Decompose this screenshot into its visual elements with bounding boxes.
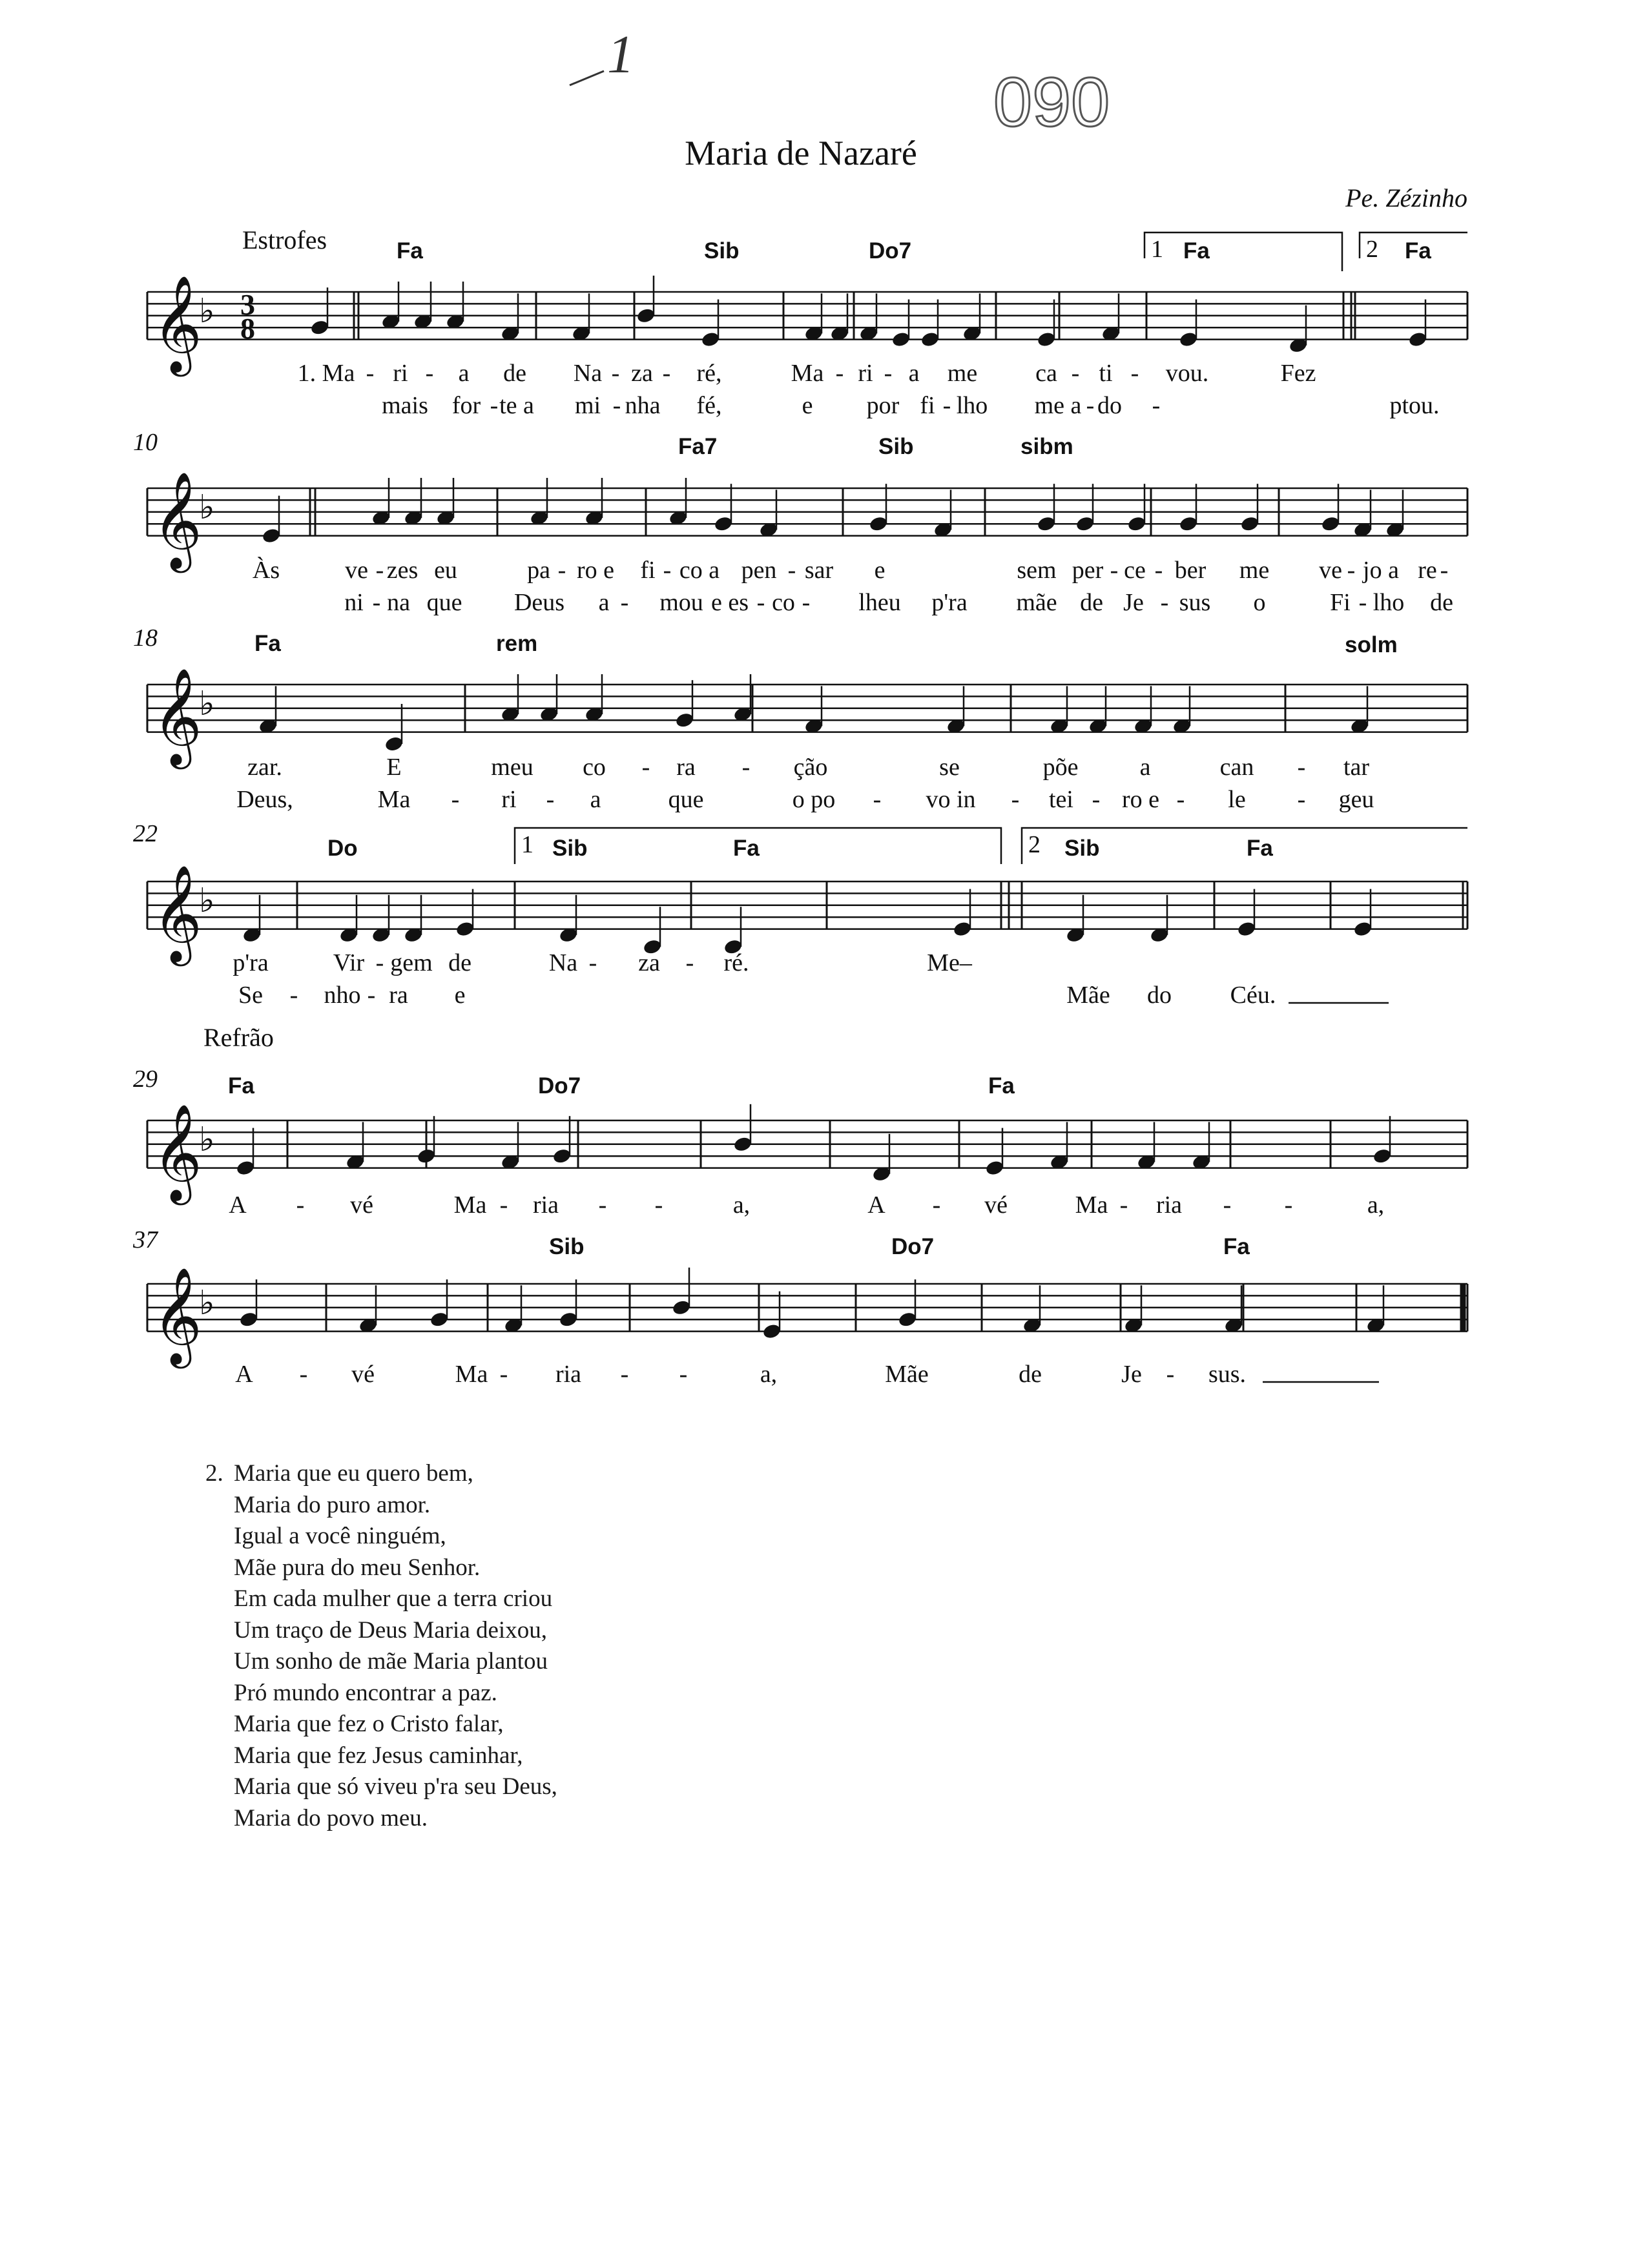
key-signature-flat: ♭: [199, 488, 215, 527]
notation: [152, 274, 1427, 1369]
lyric: Me–: [927, 949, 972, 976]
lyric: ti: [1099, 360, 1113, 387]
volta-1-label: 1: [1151, 236, 1163, 263]
lyrics: [229, 1191, 1384, 1219]
lyric: Céu.: [1230, 982, 1276, 1009]
page-mark-stroke: [570, 71, 604, 85]
lyric: Je: [1123, 589, 1144, 616]
stamp: 090: [993, 63, 1110, 141]
lyric: lheu: [858, 589, 901, 616]
lyric: -: [425, 360, 434, 387]
lyric: a,: [732, 1191, 751, 1219]
lyric: de: [503, 360, 526, 387]
lyric: Ma: [455, 1361, 488, 1388]
measure-number-29: 29: [133, 1066, 158, 1093]
chord: Fa7: [678, 434, 718, 459]
lyric: tar: [1343, 754, 1370, 781]
lyric: -: [1130, 360, 1139, 387]
lyric: -: [662, 360, 671, 387]
lyric: se: [939, 754, 960, 781]
lyric: re: [1418, 557, 1437, 584]
lyric: a: [590, 786, 601, 813]
lyric: de: [1019, 1361, 1042, 1388]
key-signature-flat: ♭: [199, 881, 215, 920]
lyric: -: [1166, 1361, 1175, 1388]
lyric: -: [1092, 786, 1101, 813]
lyric: e: [874, 557, 886, 584]
lyric: põe: [1042, 754, 1079, 781]
lyric: pen: [741, 557, 777, 584]
lyric: -: [1297, 754, 1306, 781]
lyric: Ma: [791, 360, 824, 387]
treble-clef: 𝄞: [152, 274, 202, 373]
lyrics: [235, 1361, 1246, 1388]
lyric: do: [1147, 982, 1172, 1009]
lyric: que: [426, 589, 462, 616]
page-title: Maria de Nazaré: [685, 134, 917, 172]
lyric: -: [612, 392, 621, 419]
lyric: for: [451, 392, 481, 419]
lyric: Deus: [513, 589, 565, 616]
lyric: ria: [532, 1191, 559, 1219]
chord: Fa: [1247, 836, 1273, 861]
lyric: e es: [710, 589, 749, 616]
verse-line: Maria do povo meu.: [234, 1804, 428, 1831]
lyric: E: [386, 754, 402, 781]
time-sig-top: 3: [240, 288, 255, 321]
lyric: vé: [351, 1361, 375, 1388]
chord: Do: [327, 836, 358, 861]
chord: Do7: [538, 1073, 581, 1098]
lyric: -: [1152, 392, 1161, 419]
lyric: le: [1228, 786, 1246, 813]
lyric: -: [741, 754, 751, 781]
lyric: -: [1358, 589, 1367, 616]
key-signature-flat: ♭: [199, 1120, 215, 1159]
lyric: p'ra: [931, 589, 968, 616]
lyric: de: [448, 949, 471, 976]
chord: Do7: [869, 238, 912, 263]
lyric: -: [546, 786, 555, 813]
lyric: na: [387, 589, 410, 616]
lyric: -: [366, 360, 375, 387]
lyric: ção: [793, 754, 828, 781]
measure-number-22: 22: [133, 820, 158, 847]
lyric: -: [932, 1191, 941, 1219]
chord: Fa: [1183, 238, 1210, 263]
lyric: -: [685, 949, 694, 976]
chord: Sib: [704, 238, 740, 263]
lyric: ve: [1319, 557, 1342, 584]
measure-number-18: 18: [133, 624, 158, 652]
chord: Fa: [1223, 1234, 1250, 1259]
lyric: -: [375, 557, 384, 584]
lyric: -: [942, 392, 951, 419]
chord: Sib: [549, 1234, 585, 1259]
measure-number-37: 37: [133, 1226, 158, 1253]
lyric: vé: [350, 1191, 373, 1219]
lyric: ri: [393, 360, 408, 387]
lyric: -: [835, 360, 844, 387]
lyric: o: [1253, 589, 1266, 616]
chord: Sib: [552, 836, 588, 861]
lyric: -: [756, 589, 765, 616]
lyric: ve: [345, 557, 368, 584]
lyric: o po: [792, 786, 836, 813]
treble-clef: 𝄞: [152, 666, 202, 765]
lyric: fi: [920, 392, 935, 419]
lyric: -: [1223, 1191, 1232, 1219]
lyric: mais: [382, 392, 428, 419]
lyric: a: [1139, 754, 1151, 781]
lyric: ri: [858, 360, 873, 387]
chord: Fa: [254, 631, 281, 656]
lyric: 1. Ma: [297, 360, 355, 387]
lyric: sus.: [1208, 1361, 1247, 1388]
lyric: lho: [956, 392, 988, 419]
lyric: sus: [1179, 589, 1211, 616]
lyric: A: [867, 1191, 886, 1219]
lyric: -: [1284, 1191, 1293, 1219]
lyric: co: [583, 754, 606, 781]
lyric: vé: [984, 1191, 1008, 1219]
lyric: do: [1097, 392, 1122, 419]
lyric: sar: [804, 557, 834, 584]
chord: Fa: [733, 836, 760, 861]
chord: sibm: [1020, 434, 1073, 459]
lyric: co a: [679, 557, 720, 584]
lyric: -: [1297, 786, 1306, 813]
lyric: zes: [386, 557, 419, 584]
lyric: tei: [1049, 786, 1073, 813]
verse-number: 2.: [205, 1460, 223, 1487]
treble-clef: 𝄞: [152, 863, 202, 962]
verse-line: 2. Maria que eu quero bem,: [205, 1458, 557, 1490]
lyric: jo a: [1363, 557, 1399, 584]
lyric: ptou.: [1389, 392, 1440, 419]
lyric: ri: [501, 786, 517, 813]
lyric: -: [1110, 557, 1119, 584]
lyric: -: [299, 1361, 308, 1388]
chord: Fa: [1405, 238, 1431, 263]
lyric: can: [1219, 754, 1254, 781]
staff: [147, 1284, 1467, 1332]
chord: Do7: [891, 1234, 935, 1259]
lyric: ré,: [696, 360, 722, 387]
composer: Pe. Zézinho: [1345, 183, 1467, 212]
lyric: -: [598, 1191, 607, 1219]
volta-1-label: 1: [521, 831, 533, 858]
lyric: sem: [1017, 557, 1057, 584]
verse-line: Maria que só viveu p'ra seu Deus,: [234, 1773, 557, 1800]
lyric: ca: [1035, 360, 1057, 387]
staff: [147, 1120, 1467, 1168]
lyric: a: [458, 360, 470, 387]
lyric: za: [638, 949, 660, 976]
lyric: -: [620, 1361, 629, 1388]
lyric: -: [1347, 557, 1356, 584]
lyric: -: [1086, 392, 1095, 419]
lyric: e: [802, 392, 813, 419]
lyric: fi: [640, 557, 656, 584]
chord: Sib: [1064, 836, 1100, 861]
lyrics: [233, 949, 1276, 1009]
lyrics: [253, 557, 1453, 616]
verse-line: Em cada mulher que a terra criou: [234, 1585, 553, 1612]
lyric: ce: [1124, 557, 1146, 584]
lyric: Mãe: [885, 1361, 929, 1388]
lyric: Se: [238, 982, 263, 1009]
lyric: -: [1176, 786, 1185, 813]
chord: Sib: [878, 434, 914, 459]
lyric: eu: [434, 557, 457, 584]
page-mark: 1: [607, 25, 634, 85]
lyric: a,: [1367, 1191, 1385, 1219]
measure-number-10: 10: [133, 429, 158, 456]
lyric: -: [557, 557, 566, 584]
lyric: za: [631, 360, 653, 387]
verse-line: Maria do puro amor.: [234, 1491, 431, 1518]
section-label-verses: Estrofes: [242, 225, 327, 254]
lyric: Fi: [1330, 589, 1351, 616]
lyric: Mãe: [1066, 982, 1110, 1009]
lyric: Às: [252, 557, 280, 584]
staff: [147, 881, 1467, 929]
lyric: ré.: [723, 949, 749, 976]
lyric: Ma: [377, 786, 411, 813]
lyric: -: [679, 1361, 688, 1388]
verse-line: Igual a você ninguém,: [234, 1523, 446, 1549]
lyric: a: [908, 360, 920, 387]
lyric: -: [499, 1191, 508, 1219]
treble-clef: 𝄞: [152, 1102, 202, 1201]
verse-line: Maria que fez Jesus caminhar,: [234, 1742, 523, 1769]
lyrics: [298, 360, 1440, 419]
lyric: gem: [390, 949, 433, 976]
lyric: -: [499, 1361, 508, 1388]
lyric: Vir: [333, 949, 365, 976]
lyric: de: [1430, 589, 1453, 616]
lyric: lho: [1372, 589, 1405, 616]
lyric: me: [1239, 557, 1270, 584]
lyric: por: [866, 392, 900, 419]
lyric: -: [663, 557, 672, 584]
lyric: geu: [1338, 786, 1374, 813]
chord: rem: [496, 631, 538, 656]
volta-2-label: 2: [1366, 236, 1378, 263]
lyrics: [236, 754, 1374, 813]
lyric: -: [367, 982, 376, 1009]
lyric: Deus,: [236, 786, 293, 813]
lyric: per: [1072, 557, 1104, 584]
lyric: -: [451, 786, 460, 813]
lyric: ni: [344, 589, 364, 616]
lyric: Ma: [1075, 1191, 1108, 1219]
lyric: -: [296, 1191, 305, 1219]
lyric: me a: [1034, 392, 1082, 419]
lyric: fé,: [696, 392, 722, 419]
lyric: Je: [1121, 1361, 1142, 1388]
lyric: ra: [676, 754, 696, 781]
lyric: -: [641, 754, 650, 781]
lyric: mãe: [1016, 589, 1057, 616]
lyric: A: [229, 1191, 247, 1219]
verse-2: [205, 1458, 557, 1834]
verse-line: Um traço de Deus Maria deixou,: [234, 1616, 547, 1644]
chord: Fa: [397, 238, 423, 263]
lyric: ro e: [576, 557, 615, 584]
lyric: nha: [625, 392, 661, 419]
lyric: vo in: [926, 786, 976, 813]
lyric: pa: [527, 557, 550, 584]
lyric: ro e: [1121, 786, 1160, 813]
lyric: a,: [760, 1361, 778, 1388]
section-label-chorus: Refrão: [203, 1023, 274, 1052]
staff: [147, 488, 1467, 536]
lyric: ria: [555, 1361, 582, 1388]
lyric: Ma: [453, 1191, 487, 1219]
treble-clef: 𝄞: [152, 470, 202, 569]
lyric: -: [611, 360, 620, 387]
lyric: -: [1011, 786, 1020, 813]
lyric: -: [1119, 1191, 1128, 1219]
lyric: -: [1440, 557, 1449, 584]
lyric: Na: [573, 360, 603, 387]
lyric: vou.: [1165, 360, 1209, 387]
lyric: -: [620, 589, 629, 616]
verse-line: Pró mundo encontrar a paz.: [234, 1679, 497, 1706]
lyric: -: [873, 786, 882, 813]
verse-line: Um sonho de mãe Maria plantou: [234, 1648, 548, 1675]
key-signature-flat: ♭: [199, 291, 215, 331]
lyric: -: [884, 360, 893, 387]
lyric: ber: [1174, 557, 1207, 584]
lyric: -: [375, 949, 384, 976]
lyric: -: [588, 949, 597, 976]
lyric: A: [235, 1361, 253, 1388]
key-signature-flat: ♭: [199, 1283, 215, 1323]
key-signature-flat: ♭: [199, 684, 215, 723]
lyric: que: [668, 786, 704, 813]
lyric: meu: [491, 754, 533, 781]
lyric: -: [787, 557, 796, 584]
lyric: Fez: [1280, 360, 1316, 387]
lyric: -: [1154, 557, 1163, 584]
lyric: ria: [1155, 1191, 1183, 1219]
lyric: -: [654, 1191, 663, 1219]
lyric: me: [947, 360, 978, 387]
volta-2-label: 2: [1028, 831, 1041, 858]
lyric: co: [772, 589, 795, 616]
lyric: e: [454, 982, 466, 1009]
lyric: de: [1080, 589, 1103, 616]
verse-line: Mãe pura do meu Senhor.: [234, 1554, 481, 1581]
lyric: -: [1160, 589, 1169, 616]
lyric: te a: [499, 392, 534, 419]
lyric: a: [598, 589, 610, 616]
lyric: -: [372, 589, 381, 616]
lyric: zar.: [247, 754, 282, 781]
lyric: ra: [389, 982, 408, 1009]
lyric: -: [490, 392, 499, 419]
lyric: -: [802, 589, 811, 616]
chord: Fa: [228, 1073, 254, 1098]
lyric: Na: [548, 949, 578, 976]
lyric: nho: [324, 982, 361, 1009]
lyric: mi: [574, 392, 601, 419]
lyric: -: [1071, 360, 1080, 387]
treble-clef: 𝄞: [152, 1266, 202, 1365]
lyric: p'ra: [233, 949, 269, 976]
lyric: -: [289, 982, 298, 1009]
time-signature: [240, 288, 255, 345]
chord: solm: [1345, 632, 1398, 657]
time-sig-bottom: 8: [240, 312, 255, 345]
verse-line: Maria que fez o Cristo falar,: [234, 1711, 504, 1737]
lyric: mou: [659, 589, 703, 616]
chord: Fa: [988, 1073, 1015, 1098]
